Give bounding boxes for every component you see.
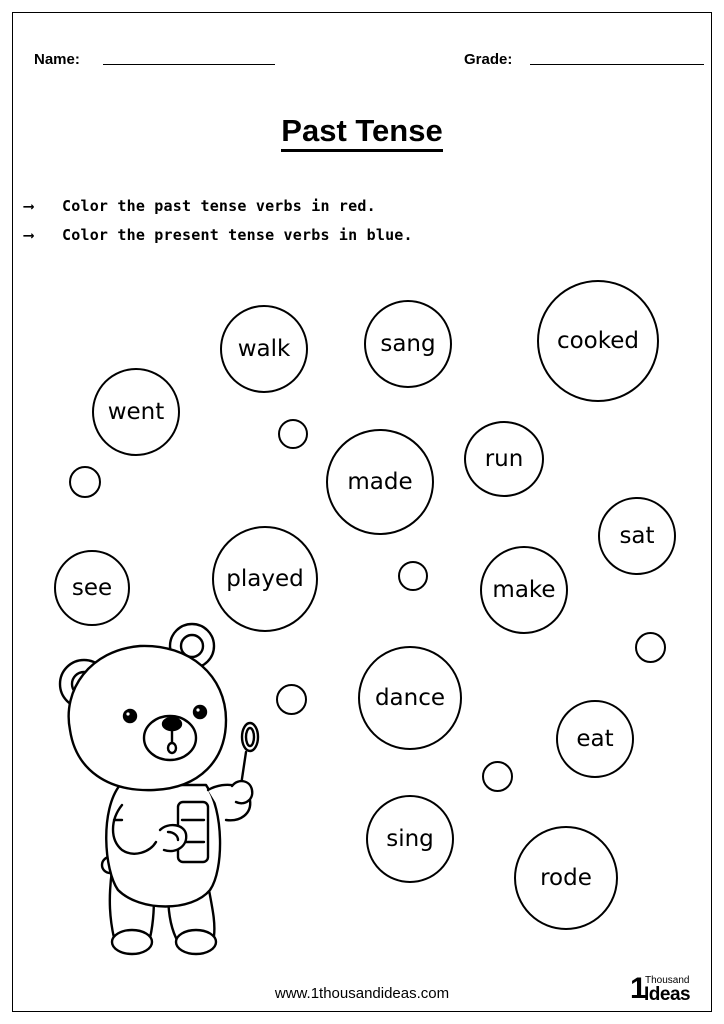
grade-line — [530, 64, 704, 65]
small-bubble — [398, 561, 428, 591]
page-title: Past Tense — [0, 113, 724, 149]
word-bubble-rode[interactable]: rode — [514, 826, 618, 930]
brand-logo: 1 Thousand Ideas — [630, 972, 691, 1005]
footer-url[interactable]: www.1thousandideas.com — [274, 985, 450, 1002]
word-bubble-dance[interactable]: dance — [358, 646, 462, 750]
word-bubble-sang[interactable]: sang — [364, 300, 452, 388]
grade-label: Grade: — [464, 51, 513, 68]
word-bubble-run[interactable]: run — [464, 421, 544, 497]
arrow-right-icon: ⟶ — [24, 226, 34, 244]
small-bubble — [276, 684, 307, 715]
word-bubble-sat[interactable]: sat — [598, 497, 676, 575]
word-bubble-played[interactable]: played — [212, 526, 318, 632]
name-label: Name: — [34, 51, 80, 68]
word-bubble-cooked[interactable]: cooked — [537, 280, 659, 402]
bear-blowing-bubbles-illustration — [50, 620, 280, 970]
word-bubble-make[interactable]: make — [480, 546, 568, 634]
arrow-right-icon: ⟶ — [24, 197, 34, 215]
word-bubble-see[interactable]: see — [54, 550, 130, 626]
word-bubble-walk[interactable]: walk — [220, 305, 308, 393]
word-bubble-eat[interactable]: eat — [556, 700, 634, 778]
small-bubble — [278, 419, 308, 449]
small-bubble — [69, 466, 101, 498]
name-line — [103, 64, 275, 65]
word-bubble-made[interactable]: made — [326, 429, 434, 535]
word-bubble-sing[interactable]: sing — [366, 795, 454, 883]
instruction-1: ⟶ Color the past tense verbs in red. — [24, 197, 376, 215]
word-bubble-went[interactable]: went — [92, 368, 180, 456]
instruction-2: ⟶ Color the present tense verbs in blue. — [24, 226, 413, 244]
small-bubble — [635, 632, 666, 663]
small-bubble — [482, 761, 513, 792]
